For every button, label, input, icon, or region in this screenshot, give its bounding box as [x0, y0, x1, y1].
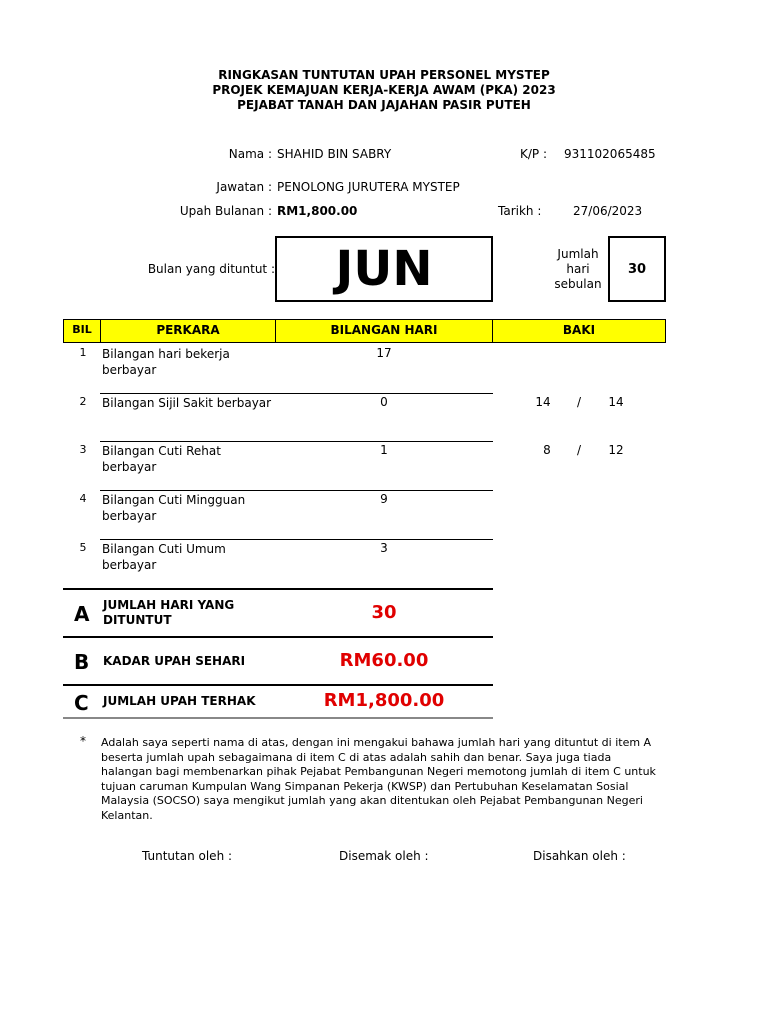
declaration-line: Adalah saya seperti nama di atas, dengan ini mengakui bahawa jumlah hari yang dituntut di item A: [101, 736, 652, 749]
row-bil: 3: [79, 443, 87, 456]
row-perkara: [102, 492, 245, 524]
row-perkara-line: berbayar: [102, 460, 157, 474]
signature-disemak: Disemak oleh :: [339, 849, 429, 863]
nama-value: SHAHID BIN SABRY: [277, 147, 392, 161]
summary-divider: [63, 588, 493, 590]
jumlah-hari-label: [548, 247, 608, 292]
row-bil: 4: [79, 492, 87, 505]
row-perkara-line: berbayar: [102, 363, 157, 377]
row-baki-used: 8: [543, 443, 551, 457]
row-bil: 5: [79, 541, 87, 554]
row-divider: [100, 539, 493, 540]
declaration-line: tujuan caruman Kumpulan Wang Simpanan Pekerja (KWSP) dan Pertubuhan Keselamatan Sosial: [101, 779, 629, 793]
declaration-line: Kelantan.: [101, 808, 153, 822]
col-header-bil: BIL: [63, 319, 101, 343]
row-divider: [100, 490, 493, 491]
row-bil: 1: [79, 346, 87, 359]
jumlah-hari-box: [608, 236, 666, 302]
summary-label-a: [103, 598, 234, 628]
summary-label-b: KADAR UPAH SEHARI: [103, 654, 246, 668]
bulan-value: JUN: [335, 241, 433, 297]
jumlah-hari-value: 30: [627, 261, 647, 277]
declaration-line: Malaysia (SOCSO) saya mengikut jumlah yang akan ditentukan oleh Pejabat Pembangunan Negeri: [101, 794, 643, 807]
table-row: [63, 395, 683, 443]
row-baki-used: 14: [535, 395, 551, 409]
bulan-label: Bulan yang dituntut :: [147, 262, 275, 276]
row-divider: [100, 441, 493, 442]
summary-label-a-line: JUMLAH HARI YANG: [103, 598, 235, 612]
summary-letter-a: A: [74, 602, 90, 626]
bulan-box: [275, 236, 493, 302]
table-row: [63, 492, 493, 540]
col-header-baki: BAKI: [492, 319, 666, 343]
jumlah-hari-label-line: sebulan: [554, 277, 602, 291]
row-perkara-line: Bilangan Cuti Umum: [102, 542, 226, 556]
signature-disahkan: Disahkan oleh :: [533, 849, 626, 863]
row-hari: 3: [380, 541, 388, 555]
kp-value: 931102065485: [564, 147, 656, 161]
row-perkara: [102, 395, 271, 411]
upah-value: RM1,800.00: [277, 204, 358, 218]
row-hari: 9: [380, 492, 388, 506]
kp-label: K/P :: [520, 147, 548, 161]
title-line-2: PROJEK KEMAJUAN KERJA-KERJA AWAM (PKA) 2023: [212, 83, 556, 97]
row-baki-slash: /: [576, 443, 582, 457]
col-header-bilangan-hari: BILANGAN HARI: [275, 319, 493, 343]
row-perkara-line: berbayar: [102, 558, 157, 572]
summary-divider: [63, 636, 493, 638]
declaration-line: halangan bagi membenarkan pihak Pejabat Pembangunan Negeri memotong jumlah di item C untuk: [101, 765, 656, 778]
summary-label-c: JUMLAH UPAH TERHAK: [103, 694, 256, 708]
table-row: [63, 346, 493, 394]
jumlah-hari-label-line: hari: [566, 262, 590, 276]
summary-divider: [63, 684, 493, 686]
row-divider: [100, 393, 493, 394]
row-baki-slash: /: [576, 395, 582, 409]
row-hari: 0: [380, 395, 388, 409]
row-perkara-line: berbayar: [102, 509, 157, 523]
row-hari: 1: [380, 443, 388, 457]
table-row: [63, 443, 683, 491]
row-perkara-line: Bilangan Sijil Sakit berbayar: [102, 396, 272, 410]
row-perkara-line: Bilangan Cuti Rehat: [102, 444, 221, 458]
jumlah-hari-label-line: Jumlah: [557, 247, 599, 261]
col-header-perkara: PERKARA: [100, 319, 276, 343]
row-hari: 17: [376, 346, 392, 360]
row-perkara-line: Bilangan hari bekerja: [102, 347, 230, 361]
summary-letter-c: C: [74, 691, 89, 715]
nama-label: Nama :: [228, 147, 272, 161]
row-baki-total: 12: [608, 443, 624, 457]
summary-value-b: RM60.00: [339, 650, 429, 671]
row-perkara: [102, 346, 230, 378]
table-row: [63, 541, 493, 589]
row-bil: 2: [79, 395, 87, 408]
jawatan-value: PENOLONG JURUTERA MYSTEP: [277, 180, 460, 194]
summary-letter-b: B: [74, 650, 90, 674]
declaration-marker: *: [80, 734, 86, 748]
row-perkara: [102, 443, 221, 475]
summary-divider: [63, 717, 493, 719]
row-perkara-line: Bilangan Cuti Mingguan: [102, 493, 246, 507]
declaration-line: beserta jumlah upah sebagaimana di item C di atas adalah sahih dan benar. Saya juga tiada: [101, 750, 612, 764]
upah-label: Upah Bulanan :: [179, 204, 272, 218]
row-baki-total: 14: [608, 395, 624, 409]
title-line-3: PEJABAT TANAH DAN JAJAHAN PASIR PUTEH: [237, 98, 531, 112]
jawatan-label: Jawatan :: [216, 180, 272, 194]
tarikh-label: Tarikh :: [498, 204, 542, 218]
summary-value-a: 30: [371, 602, 397, 623]
tarikh-value: 27/06/2023: [573, 204, 643, 218]
declaration-text: [101, 736, 701, 823]
summary-value-c: RM1,800.00: [323, 690, 445, 711]
row-perkara: [102, 541, 226, 573]
summary-label-a-line: DITUNTUT: [103, 613, 172, 627]
signature-tuntutan: Tuntutan oleh :: [142, 849, 233, 863]
title-line-1: RINGKASAN TUNTUTAN UPAH PERSONEL MYSTEP: [218, 68, 550, 82]
